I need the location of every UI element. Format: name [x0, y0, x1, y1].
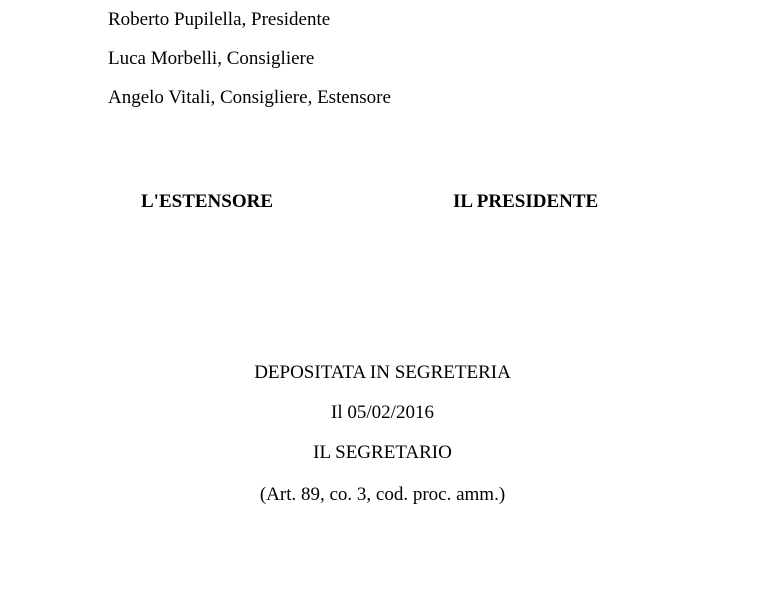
panel-member-rapporteur: Angelo Vitali, Consigliere, Estensore: [108, 87, 391, 108]
deposit-secretary-label: IL SEGRETARIO: [313, 442, 452, 463]
signature-rapporteur-label: L'ESTENSORE: [141, 191, 273, 212]
panel-member-president: Roberto Pupilella, Presidente: [108, 9, 331, 30]
panel-member-counsellor: Luca Morbelli, Consigliere: [108, 48, 315, 69]
deposit-heading: DEPOSITATA IN SEGRETERIA: [254, 362, 511, 383]
deposit-date: Il 05/02/2016: [331, 402, 434, 423]
deposit-legal-reference: (Art. 89, co. 3, cod. proc. amm.): [259, 484, 506, 505]
signature-president-label: IL PRESIDENTE: [453, 191, 599, 212]
